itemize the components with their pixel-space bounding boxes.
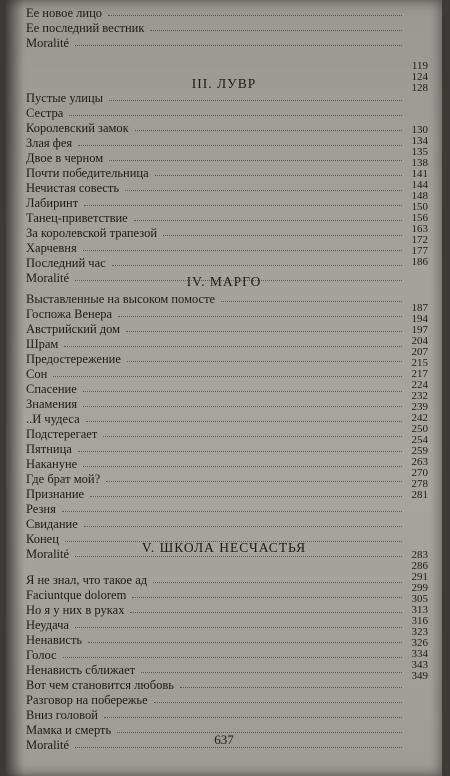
toc-entry-title: Конец bbox=[26, 532, 59, 546]
toc-entry bbox=[26, 379, 436, 397]
dot-leader bbox=[106, 481, 402, 482]
dot-leader bbox=[127, 361, 402, 362]
page-number: 232 bbox=[411, 390, 428, 402]
dot-leader bbox=[78, 145, 402, 146]
toc-entry-title: Предостережение bbox=[26, 352, 121, 366]
toc-entry-title: За королевской трапезой bbox=[26, 226, 158, 240]
toc-entry bbox=[26, 211, 436, 226]
toc-entry-title: Нечистая совесть bbox=[26, 181, 120, 195]
toc-entry bbox=[26, 36, 436, 51]
toc-entry-title: Сестра bbox=[26, 106, 64, 120]
page-number: 263 bbox=[411, 456, 428, 468]
toc-entry bbox=[26, 121, 436, 136]
toc-entry-title: Moralité bbox=[26, 271, 70, 285]
dot-leader bbox=[132, 597, 402, 598]
page-number: 135 bbox=[411, 146, 428, 158]
dot-leader bbox=[84, 526, 402, 527]
toc-entry bbox=[26, 487, 436, 502]
dot-leader bbox=[90, 496, 402, 497]
dot-leader bbox=[134, 220, 402, 221]
dot-leader bbox=[163, 235, 402, 236]
page-number: 316 bbox=[411, 615, 428, 627]
dot-leader bbox=[63, 657, 402, 658]
previous-section-tail bbox=[26, 6, 436, 51]
page-number: 286 bbox=[411, 560, 428, 572]
page-number: 148 bbox=[411, 190, 428, 202]
page-number: 187 bbox=[411, 302, 428, 314]
toc-entry-title: Двое в черном bbox=[26, 151, 104, 165]
dot-leader bbox=[104, 717, 402, 718]
page-number: 239 bbox=[411, 401, 428, 413]
dot-leader bbox=[153, 582, 402, 583]
toc-entry bbox=[26, 663, 436, 678]
toc-entry bbox=[26, 166, 436, 181]
toc-entry bbox=[26, 91, 436, 106]
toc-entry-title: Ее последний вестник bbox=[26, 21, 145, 35]
page-number: 305 bbox=[411, 593, 428, 605]
dot-leader bbox=[88, 642, 402, 643]
toc-entry bbox=[26, 397, 436, 412]
page-number-footer: 637 bbox=[214, 732, 234, 747]
toc-entry-title: Moralité bbox=[26, 36, 70, 50]
section-iii-entries bbox=[26, 91, 436, 286]
page-number: 119 bbox=[411, 60, 428, 72]
toc-entry bbox=[26, 6, 436, 21]
toc-entry bbox=[26, 256, 436, 271]
toc-entry-title: Пятница bbox=[26, 442, 72, 456]
toc-entry bbox=[26, 588, 436, 603]
dot-leader bbox=[112, 265, 402, 266]
toc-entry-title: Госпожа Венера bbox=[26, 307, 113, 321]
dot-leader bbox=[154, 702, 402, 703]
toc-entry bbox=[26, 136, 436, 151]
dot-leader bbox=[221, 301, 402, 302]
toc-entry-title: Последний час bbox=[26, 256, 106, 270]
page-number: 128 bbox=[411, 82, 428, 94]
book-page bbox=[6, 0, 442, 776]
page-number: 124 bbox=[411, 71, 428, 83]
toc-entry-title: Я не знал, что такое ад bbox=[26, 573, 148, 587]
dot-leader bbox=[155, 175, 402, 176]
toc-entry bbox=[26, 223, 436, 241]
toc-entry bbox=[26, 412, 436, 427]
toc-entry bbox=[26, 181, 436, 196]
toc-entry bbox=[26, 615, 436, 633]
toc-entry-title: Выставленные на высоком помосте bbox=[26, 292, 216, 306]
toc-entry-title: Неудача bbox=[26, 618, 69, 632]
toc-entry bbox=[26, 151, 436, 166]
page-numbers-column bbox=[398, 125, 428, 268]
toc-entry-title: Вниз головой bbox=[26, 708, 98, 722]
page-number: 177 bbox=[411, 245, 428, 257]
page-number: 204 bbox=[411, 335, 428, 347]
page-number: 172 bbox=[411, 234, 428, 246]
section-v-entries bbox=[26, 573, 436, 753]
dot-leader bbox=[84, 205, 402, 206]
page-number: 250 bbox=[411, 423, 428, 435]
page-number: 138 bbox=[411, 157, 428, 169]
dot-leader bbox=[64, 346, 402, 347]
page-number: 224 bbox=[411, 379, 428, 391]
toc-entry bbox=[26, 241, 436, 256]
toc-entry bbox=[26, 337, 436, 352]
page-number: 323 bbox=[411, 626, 428, 638]
page-number: 259 bbox=[411, 445, 428, 457]
toc-entry-title: Харчевня bbox=[26, 241, 77, 255]
dot-leader bbox=[141, 672, 402, 673]
dot-leader bbox=[75, 45, 402, 46]
toc-entry-title: Мамка и смерть bbox=[26, 723, 112, 737]
toc-entry-title: Moralité bbox=[26, 738, 70, 752]
page-number: 217 bbox=[411, 368, 428, 380]
dot-leader bbox=[83, 250, 402, 251]
page-number: 207 bbox=[411, 346, 428, 358]
toc-entry bbox=[26, 427, 436, 442]
dot-leader bbox=[180, 687, 402, 688]
page-number: 270 bbox=[411, 467, 428, 479]
toc-entry-title: Ее новое лицо bbox=[26, 6, 103, 20]
toc-entry-title: Свидание bbox=[26, 517, 78, 531]
toc-entry bbox=[26, 603, 436, 618]
toc-entry-title: ..И чудеса bbox=[26, 412, 80, 426]
toc-entry bbox=[26, 708, 436, 723]
toc-entry-title: Накануне bbox=[26, 457, 78, 471]
page-numbers-column bbox=[398, 303, 428, 501]
dot-leader bbox=[130, 612, 402, 613]
dot-leader bbox=[69, 115, 402, 116]
dot-leader bbox=[78, 451, 402, 452]
page-number: 343 bbox=[411, 659, 428, 671]
toc-entry bbox=[26, 292, 436, 307]
section-title: III. ЛУВР bbox=[191, 76, 257, 91]
page-number: 144 bbox=[411, 179, 428, 191]
toc-entry-title: Сон bbox=[26, 367, 48, 381]
dot-leader bbox=[108, 15, 402, 16]
toc-entry-title: Шрам bbox=[26, 337, 59, 351]
toc-entry bbox=[26, 517, 436, 532]
toc-entry-title: Ненависть bbox=[26, 633, 83, 647]
toc-entry bbox=[26, 693, 436, 708]
toc-entry-title: Разговор на побережье bbox=[26, 693, 148, 707]
dot-leader bbox=[83, 391, 402, 392]
dot-leader bbox=[150, 30, 402, 31]
toc-entry-title: Признание bbox=[26, 487, 85, 501]
toc-entry-title: Лабиринт bbox=[26, 196, 79, 210]
toc-entry-title: Знамения bbox=[26, 397, 78, 411]
page-number: 130 bbox=[411, 124, 428, 136]
toc-entry bbox=[26, 442, 436, 457]
toc-entry-title: Спасение bbox=[26, 382, 77, 396]
dot-leader bbox=[135, 130, 402, 131]
page-number: 242 bbox=[411, 412, 428, 424]
toc-entry-title: Faciuntque dolorem bbox=[26, 588, 127, 602]
toc-entry-title: Королевский замок bbox=[26, 121, 129, 135]
toc-entry bbox=[26, 573, 436, 588]
page-number: 215 bbox=[411, 357, 428, 369]
toc-entry bbox=[26, 307, 436, 322]
toc-entry-title: Голос bbox=[26, 648, 57, 662]
page-number: 254 bbox=[411, 434, 428, 446]
dot-leader bbox=[109, 160, 402, 161]
page-number: 283 bbox=[411, 549, 428, 561]
toc-entry-title: Пустые улицы bbox=[26, 91, 104, 105]
page-number: 163 bbox=[411, 223, 428, 235]
toc-entry bbox=[26, 457, 436, 472]
dot-leader bbox=[103, 436, 402, 437]
toc-entry-title: Австрийский дом bbox=[26, 322, 121, 336]
dot-leader bbox=[109, 100, 402, 101]
page-number: 278 bbox=[411, 478, 428, 490]
toc-entry bbox=[26, 106, 436, 121]
page-number: 326 bbox=[411, 637, 428, 649]
toc-entry-title: Где брат мой? bbox=[26, 472, 101, 486]
toc-entry-title: Вот чем становится любовь bbox=[26, 678, 174, 692]
page-number: 349 bbox=[411, 670, 428, 682]
page-number: 197 bbox=[411, 324, 428, 336]
toc-entry-title: Moralité bbox=[26, 547, 70, 561]
toc-entry bbox=[26, 502, 436, 517]
toc-entry-title: Подстерегает bbox=[26, 427, 98, 441]
toc-entry-title: Но я у них в руках bbox=[26, 603, 125, 617]
toc-entry bbox=[26, 678, 436, 693]
page-number: 156 bbox=[411, 212, 428, 224]
dot-leader bbox=[62, 511, 402, 512]
toc-entry bbox=[26, 196, 436, 211]
section-iv-entries bbox=[26, 292, 436, 562]
page-number: 299 bbox=[411, 582, 428, 594]
dot-leader bbox=[75, 556, 402, 557]
toc-entry-title: Танец-приветствие bbox=[26, 211, 128, 225]
page-number: 134 bbox=[411, 135, 428, 147]
dot-leader bbox=[53, 376, 402, 377]
dot-leader bbox=[118, 316, 402, 317]
toc-entry bbox=[26, 352, 436, 367]
page-number: 313 bbox=[411, 604, 428, 616]
section-title: IV. МАРГО bbox=[186, 274, 262, 289]
toc-entry-title: Почти победительница bbox=[26, 166, 149, 180]
page-number: 150 bbox=[411, 201, 428, 213]
toc-entry bbox=[26, 367, 436, 382]
page-number: 291 bbox=[411, 571, 428, 583]
toc-entry bbox=[26, 648, 436, 663]
toc-entry bbox=[26, 633, 436, 648]
dot-leader bbox=[86, 421, 402, 422]
dot-leader bbox=[83, 466, 402, 467]
page-number: 194 bbox=[411, 313, 428, 325]
section-title: V. ШКОЛА НЕСЧАСТЬЯ bbox=[141, 540, 307, 555]
page-number: 281 bbox=[411, 489, 428, 501]
toc-entry bbox=[26, 322, 436, 337]
toc-entry bbox=[26, 21, 436, 36]
toc-entry-title: Злая фея bbox=[26, 136, 73, 150]
page-number: 186 bbox=[411, 256, 428, 268]
toc-entry-title: Ненависть сближает bbox=[26, 663, 136, 677]
page-number: 334 bbox=[411, 648, 428, 660]
dot-leader bbox=[125, 190, 402, 191]
dot-leader bbox=[126, 331, 402, 332]
dot-leader bbox=[75, 627, 402, 628]
toc-entry bbox=[26, 472, 436, 487]
dot-leader bbox=[83, 406, 402, 407]
page-number: 141 bbox=[411, 168, 428, 180]
toc-entry-title: Резня bbox=[26, 502, 56, 516]
